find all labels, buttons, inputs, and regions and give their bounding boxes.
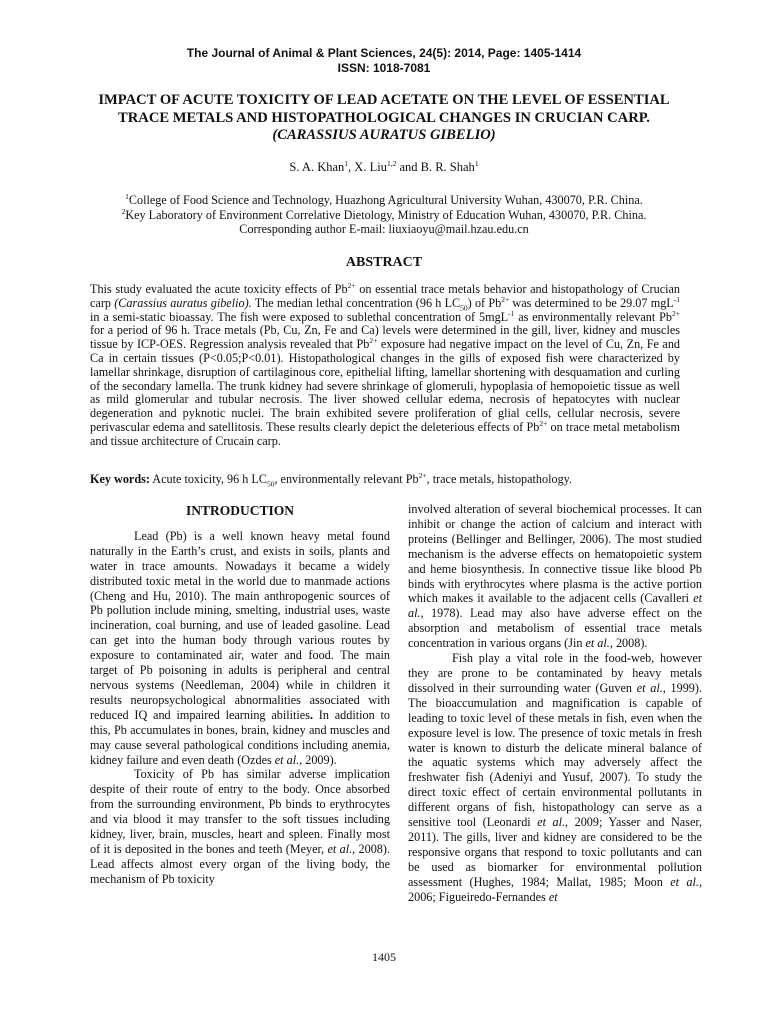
affiliation-2 <box>0 208 768 223</box>
bold-period: . <box>309 707 313 722</box>
author-list <box>0 160 768 175</box>
paper-title <box>70 92 698 145</box>
intro-paragraph-2 <box>90 767 390 886</box>
introduction-heading: INTRODUCTION <box>185 503 294 518</box>
title-species: (CARASSIUS AURATUS GIBELIO) <box>272 127 496 143</box>
affiliation-1-text: College of Food Science and Technology, Huazhong Agricultural University Wuhan, 430070, P.R. China. <box>128 193 643 207</box>
paragraph-text: , 2009; Yasser and Naser, 2011). The gills, liver and kidney are considered to be the responsive organs that respond to toxic pollutants and can be used as biomarker for environmental pollution assessment (Hughes, 1984; Mallat, 1985; Moon <box>408 815 702 889</box>
abstract-text: The median lethal concentration (96 h LC <box>251 295 461 310</box>
keywords <box>90 470 680 489</box>
affiliation-1 <box>0 193 768 208</box>
title-line-3 <box>70 127 698 145</box>
abstract-heading: ABSTRACT <box>345 255 423 270</box>
affiliation-2-marker: 2 <box>121 206 126 216</box>
superscript: 2+ <box>369 336 378 346</box>
paragraph-text: In addition to this, Pb accumulates in bones, brain, kidney and muscles and may cause several pathological conditions including anemia, kidney failure and even death (Ozdes <box>90 707 391 767</box>
subscript: 50 <box>266 479 275 489</box>
author-khan: S. A. Khan <box>289 160 345 174</box>
affiliation-2-text: Key Laboratory of Environment Correlative Dietology, Ministry of Education Wuhan, 430070, P.R. China. <box>125 207 647 222</box>
corresponding-author: Corresponding author E-mail: liuxiaoyu@mail.hzau.edu.cn <box>239 222 529 236</box>
author-shah: B. R. Shah <box>420 160 475 174</box>
affiliation-1-marker: 1 <box>125 191 129 201</box>
superscript: 2+ <box>347 280 356 290</box>
superscript: 2+ <box>539 418 548 428</box>
paragraph-text: , 2008). <box>609 636 648 651</box>
journal-citation: The Journal of Animal & Plant Sciences, 24(5): 2014, Page: 1405-1414 <box>186 46 582 60</box>
paragraph-text: involved alteration of several biochemical processes. It can inhibit or change the action of calcium and interact with proteins (Bellinger and Bellinger, 2006). The most studied mechanism is the adverse effects on hematopoietic system and heme biosynthesis. In connective tissue like blood Pb binds with erythrocytes where plasma is the active portion which makes it available to the adjacent cells (Cavalleri <box>408 502 702 606</box>
title-line-2: TRACE METALS AND HISTOPATHOLOGICAL CHANGES IN CRUCIAN CARP. <box>118 109 650 126</box>
author-shah-affil: 1 <box>474 158 479 168</box>
abstract-text: for a period of 96 h. Trace metals (Pb, Cu, Zn, Fe and Ca) levels were determined in the gill, liver, kidney and muscles tissue by ICP-OES. Regression analysis revealed that Pb <box>90 323 680 352</box>
et-al: et al. <box>327 841 353 856</box>
affiliations <box>0 193 768 237</box>
paragraph-text: , 2009). <box>299 752 337 767</box>
et-al: et al. <box>585 636 610 651</box>
abstract-text: exposure had negative impact on the level of Cu, Zn, Fe and Ca in certain tissues (P<0.05;P<0.01). Histopathological changes in the gills of exposed fish were characterized by lamellar shrinkage, disruption of cartilaginous core, epithelial lifting, lamellar shortening with desquamation and curling of the secondary lamella. The trunk kidney had severe shrinkage of glomeruli, hypoplasia of hemopoietic tissue as well as mild glomerular and tubular necrosis. The liver showed cellular edema, necrosis of hepatocytes with nuclear degeneration and pyknotic nuclei. The brain exhibited severe proliferation of glial cells, cellular necrosis, severe perivascular edema and satellitosis. These results clearly depict the deleterious effects of Pb <box>90 337 681 434</box>
left-column <box>90 502 390 887</box>
paragraph-text: , 1978). Lead may also have adverse effect on the absorption and metabolism of essential trace metals concentration in various organs (Jin <box>408 606 702 651</box>
author-separator: , <box>348 160 355 174</box>
author-liu: X. Liu <box>354 160 387 174</box>
paragraph-text: , 2008). Lead affects almost every organ of the living body, the mechanism of Pb toxicity <box>90 841 391 886</box>
et-al: et al. <box>408 591 702 621</box>
abstract-text: in a semi-static bioassay. The fish were exposed to sublethal concentration of 5mgL <box>90 309 509 324</box>
superscript: 2+ <box>501 294 510 304</box>
et-al: et al. <box>537 815 566 830</box>
abstract-body <box>90 280 681 449</box>
intro-paragraph-4 <box>408 651 702 904</box>
et-al: et al. <box>670 874 699 889</box>
superscript: -1 <box>673 294 680 304</box>
abstract-text: was determined to be 29.07 mgL <box>509 295 674 310</box>
journal-issn: ISSN: 1018-7081 <box>337 61 431 75</box>
et-al: et al. <box>274 752 300 767</box>
paragraph-text: Toxicity of Pb has similar adverse implication despite of their route of entry to the body. Once absorbed from the surrounding environment, Pb binds to erythrocytes and via blood it may transfer to the soft tissues including kidney, liver, brain, muscles, heart and spleen. Finally most of it is deposited in the bones and teeth (Meyer, <box>90 767 390 856</box>
author-and: and <box>396 160 421 174</box>
superscript: 2+ <box>418 470 427 480</box>
paragraph-text: , 2006; Figueiredo-Fernandes <box>408 874 702 904</box>
keywords-text: , environmentally relevant Pb <box>274 472 419 486</box>
author-liu-affil: 1,2 <box>386 158 397 168</box>
paragraph-text: Fish play a vital role in the food-web, however they are prone to be contaminated by heavy metals dissolved in their surrounding water (Guven <box>408 651 702 695</box>
journal-header <box>0 46 768 76</box>
species-name: (Carassius auratus gibelio). <box>114 295 252 310</box>
abstract-text: This study evaluated the acute toxicity effects of Pb <box>90 282 348 296</box>
et-al: et al. <box>636 680 663 695</box>
subscript: 50 <box>460 303 468 313</box>
abstract-text: as environmentally relevant Pb <box>514 309 673 324</box>
title-line-1: IMPACT OF ACUTE TOXICITY OF LEAD ACETATE ON THE LEVEL OF ESSENTIAL <box>98 92 670 108</box>
paragraph-text: , 1999). The bioaccumulation and magnification is capable of leading to toxic level of these metals in fish, even when the exposure level is low. The presence of toxic metals in fresh water is known to disturb the delicate mineral balance of the aquatic systems which may adversely affect the freshwater fish (Adeniyi and Yusuf, 2007). To study the direct toxic effect of certain environmental pollutants in different organs of fish, histopathology can serve as a sensitive tool (Leonardi <box>408 680 702 830</box>
et-al: et <box>548 889 558 904</box>
abstract-text: on trace metal metabolism and tissue architecture of Crucain carp. <box>90 419 680 448</box>
intro-paragraph-3 <box>408 502 702 651</box>
keywords-label: Key words: <box>90 472 150 486</box>
right-column <box>408 502 702 904</box>
superscript: -1 <box>508 308 515 318</box>
keywords-text: , trace metals, histopathology. <box>426 472 573 486</box>
abstract-text: ) of Pb <box>467 295 502 310</box>
page-number: 1405 <box>372 950 396 964</box>
paragraph-text: Lead (Pb) is a well known heavy metal found naturally in the Earth’s crust, and exists in soils, plants and water in trace amounts. Nowadays it became a widely distributed toxic metal in the world due to manmade actions (Cheng and Hu, 2010). The main anthropogenic sources of Pb pollution include mining, smelting, industrial uses, waste incineration, coal burning, and use of leaded gasoline. Lead can get into the human body through various routes by exposure to contaminated air, water and food. The main target of Pb poisoning in adults is peripheral and central nervous systems (Needleman, 2004) while in children it results neuropsychological abnormalities associated with reduced IQ and impaired learning abilities <box>90 528 390 722</box>
intro-paragraph-1 <box>90 529 390 768</box>
author-khan-affil: 1 <box>344 158 349 168</box>
abstract-text: on essential trace metals behavior and histopathology of Crucian carp <box>90 282 680 310</box>
keywords-text: Acute toxicity, 96 h LC <box>149 472 267 486</box>
superscript: 2+ <box>672 308 680 318</box>
